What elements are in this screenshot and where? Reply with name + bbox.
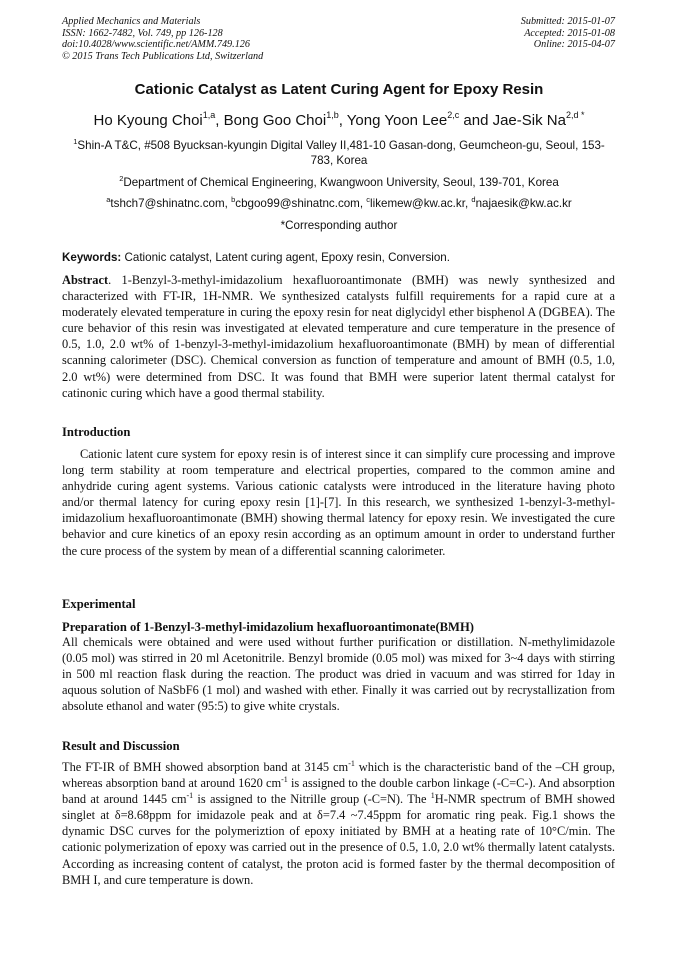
results-superscript: 1 <box>430 791 435 801</box>
results-superscript: -1 <box>281 775 288 785</box>
author-list <box>62 112 616 129</box>
email-list <box>62 196 616 211</box>
issn-line: ISSN: 1662-7482, Vol. 749, pp 126-128 <box>62 27 223 39</box>
accepted-date: Accepted: 2015-01-08 <box>524 27 615 39</box>
affiliation-text: Shin-A T&C, #508 Byucksan-kyungin Digital Valley II,481-10 Gasan-dong, Geumcheon-gu, Seoul, 153-783, Korea <box>77 139 605 167</box>
email-separator: , <box>224 197 232 210</box>
results-text: H-NMR spectrum of BMH showed singlet at δ=8.68ppm for imidazole peak and at δ=7.4 ~7.45ppm for aromatic ring peak. Fig.1 shows the dynamic DSC curves for the polymeriztion of epoxy initiated by BMH at a heating rate of 10°C/min. The cationic polymerization of epoxy was carried out in the presence of 0.5, 1.0, 2.0 wt% thermally latent catalysts. According as increasing content of catalyst, the proton acid is formed faster by the thermal decomposition of BMH I, and cure temperature is down. <box>62 792 615 887</box>
introduction-paragraph: Cationic latent cure system for epoxy resin is of interest since it can simplify cure processing and improve long term stability at room temperature and electrical properties, compared to the common amine and anhydride curing agent systems. Various cationic catalysts were introduced in the literature having photo and/or thermal latency for curing epoxy resin [1]-[7]. In this research, we synthesized 1-benzyl-3-methyl-imidazolium hexafluoroantimonate (BMH) showing thermal latency for epoxy resin. We investigated the cure behavior and cure kinetics of an epoxy resin according as an optimum amount in order to understand further the cure process of the system by mean of a differential scanning calorimeter. <box>62 447 615 558</box>
author-separator: and <box>459 112 493 129</box>
keywords-text: Cationic catalyst, Latent curing agent, Epoxy resin, Conversion. <box>121 251 450 264</box>
author-name: Ho Kyoung Choi <box>93 112 203 129</box>
results-paragraph <box>62 759 615 888</box>
dates-header <box>375 16 615 51</box>
results-text: is assigned to the double carbon linkage (-C=C-). And absorption band at around 1445 cm <box>62 776 615 807</box>
email-separator: , <box>359 197 367 210</box>
affiliation-marker: 2 <box>119 174 124 183</box>
submitted-date: Submitted: 2015-01-07 <box>520 16 615 27</box>
email-marker: a <box>106 195 111 204</box>
email-separator: , <box>464 197 472 210</box>
email-marker: c <box>366 195 371 204</box>
author-superscript: 1,a <box>202 110 216 120</box>
author-separator: , <box>215 112 224 129</box>
experimental-heading: Experimental <box>62 597 136 611</box>
author-name: Jae-Sik Na <box>492 112 566 129</box>
corresponding-author: *Corresponding author <box>280 219 398 232</box>
abstract-paragraph <box>62 272 615 401</box>
journal-header <box>62 16 382 62</box>
author-separator: , <box>338 112 347 129</box>
affiliation-marker: 1 <box>73 137 78 146</box>
email-link[interactable]: tshch7@shinatnc.com <box>110 197 225 210</box>
email-marker: d <box>471 195 476 204</box>
experimental-subheading: Preparation of 1-Benzyl-3-methyl-imidazolium hexafluoroantimonate(BMH) <box>62 620 474 634</box>
paper-title: Cationic Catalyst as Latent Curing Agent for Epoxy Resin <box>134 81 544 98</box>
online-date: Online: 2015-04-07 <box>533 39 615 51</box>
introduction-heading: Introduction <box>62 425 131 439</box>
email-link[interactable]: cbgoo99@shinatnc.com <box>235 197 360 210</box>
results-superscript: -1 <box>186 791 194 801</box>
experimental-paragraph: All chemicals were obtained and were used without further purification or distillation. N-methylimidazole (0.05 mol) was stirred in 20 ml Acetonitrile. Benzyl bromide (0.05 mol) was mixed for 3~4 days with stirring in 500 ml reaction flask during the reaction. The product was dried in vacuum and was stirred for 1day in aquous solution of NaSbF6 (1 mol) and washed with ether. Finally it was carried out by recrystallization from absolute ethanol and water (95:5) to give white crystals. <box>62 635 615 714</box>
author-superscript: 2,c <box>447 110 460 120</box>
results-text: which is the characteristic band of the –CH group, whereas absorption band at around 1620 cm <box>62 760 615 791</box>
author-name: Yong Yoon Lee <box>346 112 448 129</box>
author-superscript: 1,b <box>326 110 339 120</box>
results-heading: Result and Discussion <box>62 739 180 753</box>
abstract-text: . 1-Benzyl-3-methyl-imidazolium hexafluoroantimonate (BMH) was newly synthesized and characterized with FT-IR, 1H-NMR. We synthesized catalysts fulfill requirements for a rapid cure at a moderately elevated temperature in curing the epoxy resin for neat diglycidyl ether bisphenol A (DGBEA). The cure behavior of this resin was investigated at elevated temperature and cure temperature in the presence of 0.5, 1.0, 2.0 wt% of 1-benzyl-3-methyl-imidazolium hexafluoroantimonate (BMH) by mean of differential scanning calorimeter (DSC). Chemical conversion as function of temperature and amount of BMH (0.5, 1.0, 2.0 wt%) were determined from DSC. It was found that BMH were superior latent thermal catalyst for catinonic curing which have a good thermal stability. <box>62 273 615 400</box>
results-text: The FT-IR of BMH showed absorption band at 3145 cm <box>62 760 349 774</box>
journal-name: Applied Mechanics and Materials <box>62 16 201 27</box>
results-text: is assigned to the Nitrille group (-C=N). The <box>193 792 431 807</box>
email-marker: b <box>231 195 236 204</box>
results-superscript: -1 <box>348 759 355 768</box>
keywords-line <box>62 251 622 264</box>
affiliation-1 <box>62 138 616 168</box>
keywords-label: Keywords: <box>62 251 122 264</box>
email-link[interactable]: najaesik@kw.ac.kr <box>475 197 572 210</box>
email-link[interactable]: likemew@kw.ac.kr <box>370 197 465 210</box>
author-name: Bong Goo Choi <box>223 112 327 129</box>
abstract-label: Abstract <box>62 273 109 287</box>
affiliation-2 <box>62 175 616 190</box>
doi-line: doi:10.4028/www.scientific.net/AMM.749.126 <box>62 39 250 51</box>
copyright-line: © 2015 Trans Tech Publications Ltd, Switzerland <box>62 50 264 62</box>
author-superscript: 2,d * <box>565 110 585 120</box>
affiliation-text: Department of Chemical Engineering, Kwangwoon University, Seoul, 139-701, Korea <box>123 176 559 189</box>
